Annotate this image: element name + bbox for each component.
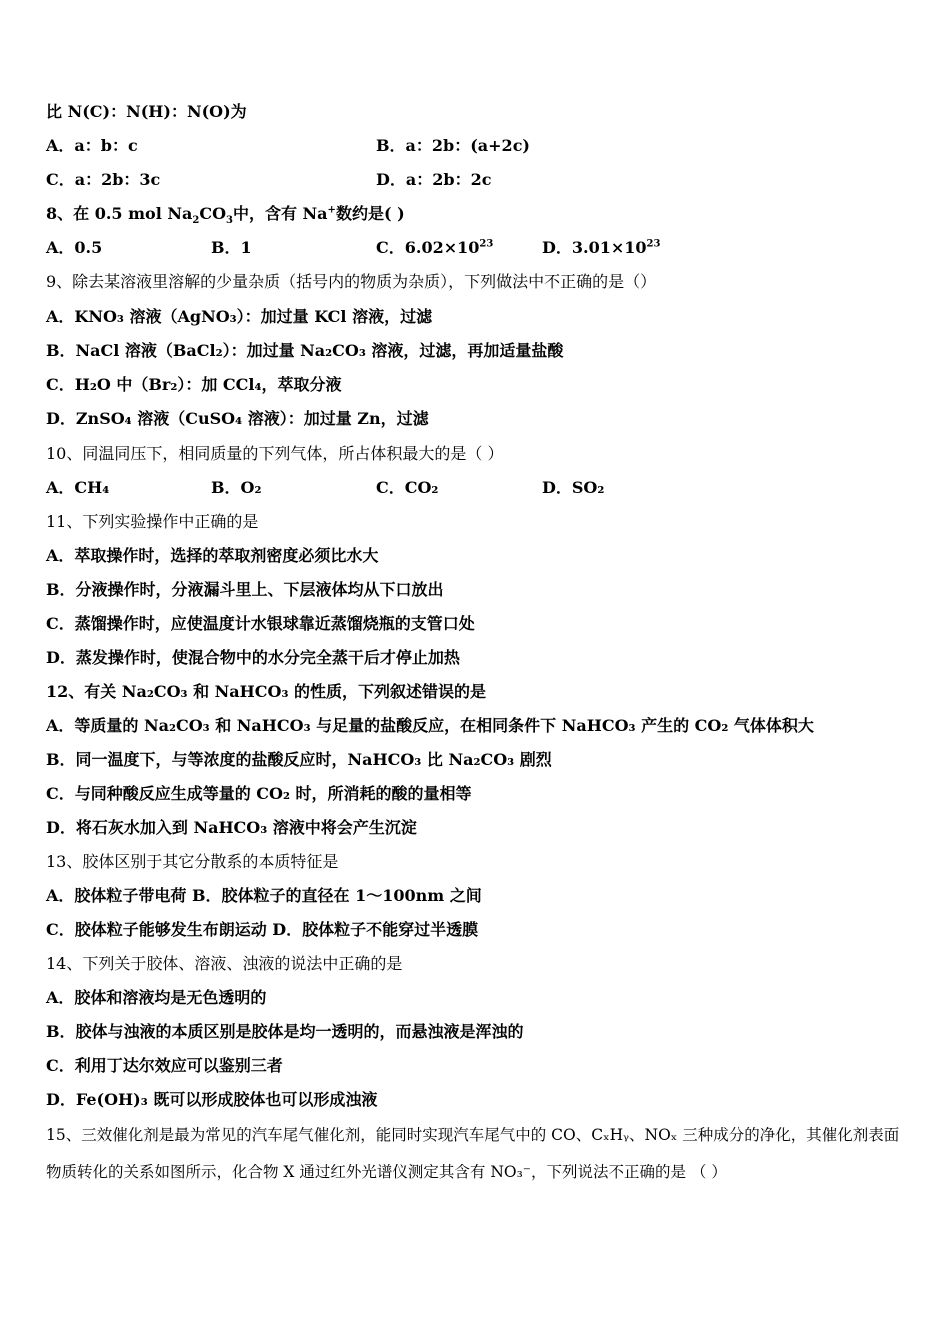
q11-option-a: A．萃取操作时，选择的萃取剂密度必须比水大 — [46, 546, 379, 565]
q12-option-d: D．将石灰水加入到 NaHCO₃ 溶液中将会产生沉淀 — [46, 818, 417, 837]
q8-stem-part: 数约是( ) — [335, 204, 405, 223]
q11-option-c: C．蒸馏操作时，应使温度计水银球靠近蒸馏烧瓶的支管口处 — [46, 614, 475, 633]
q8-option-c-exp: 23 — [479, 238, 494, 250]
q13-options-ab: A．胶体粒子带电荷 B．胶体粒子的直径在 1～100nm 之间 — [46, 886, 482, 905]
q13-stem: 13、胶体区别于其它分散系的本质特征是 — [46, 852, 339, 871]
q8-stem-sub: 2 — [192, 215, 200, 227]
q8-option-d-text: D．3.01×10 — [542, 238, 647, 257]
q7-option-b: B．a：2b：(a+2c) — [376, 136, 531, 155]
q8-stem-sup: + — [327, 204, 336, 216]
q8-stem — [46, 204, 405, 227]
q7-option-c: C．a：2b：3c — [46, 170, 161, 189]
q15-stem-line1: 15、三效催化剂是最为常见的汽车尾气催化剂，能同时实现汽车尾气中的 CO、CₓHᵧ、NOₓ 三种成分的净化，其催化剂表面 — [46, 1126, 900, 1144]
q10-option-c: C．CO₂ — [376, 478, 439, 497]
q14-option-a: A．胶体和溶液均是无色透明的 — [46, 988, 267, 1007]
q8-option-d — [542, 238, 660, 258]
q7-stem-tail: 比 N(C)：N(H)：N(O)为 — [46, 102, 247, 121]
q15-stem-line2: 物质转化的关系如图所示，化合物 X 通过红外光谱仪测定其含有 NO₃⁻，下列说法不正确的是 （ ） — [46, 1163, 727, 1181]
q12-option-b: B．同一温度下，与等浓度的盐酸反应时，NaHCO₃ 比 Na₂CO₃ 剧烈 — [46, 750, 552, 769]
q13-options-cd: C．胶体粒子能够发生布朗运动 D．胶体粒子不能穿过半透膜 — [46, 920, 479, 939]
q9-option-b: B．NaCl 溶液（BaCl₂）：加过量 Na₂CO₃ 溶液，过滤，再加适量盐酸 — [46, 341, 564, 360]
q11-option-b: B．分液操作时，分液漏斗里上、下层液体均从下口放出 — [46, 580, 444, 599]
q8-stem-part: 中，含有 Na — [232, 204, 328, 223]
q14-option-b: B．胶体与浊液的本质区别是胶体是均一透明的，而悬浊液是浑浊的 — [46, 1022, 524, 1041]
q8-option-c-text: C．6.02×10 — [376, 238, 480, 257]
q8-stem-part: CO — [199, 204, 226, 223]
q11-stem: 11、下列实验操作中正确的是 — [46, 512, 259, 531]
q10-stem: 10、同温同压下，相同质量的下列气体，所占体积最大的是（ ） — [46, 444, 504, 463]
q10-option-d: D．SO₂ — [542, 478, 605, 497]
q10-option-a: A．CH₄ — [46, 478, 110, 497]
q14-stem: 14、下列关于胶体、溶液、浊液的说法中正确的是 — [46, 954, 403, 973]
q9-option-c: C．H₂O 中（Br₂）：加 CCl₄，萃取分液 — [46, 375, 342, 394]
q8-option-a: A．0.5 — [46, 238, 103, 257]
q12-stem: 12、有关 Na₂CO₃ 和 NaHCO₃ 的性质，下列叙述错误的是 — [46, 682, 487, 701]
q8-option-b: B．1 — [211, 238, 252, 257]
q14-option-d: D．Fe(OH)₃ 既可以形成胶体也可以形成浊液 — [46, 1090, 378, 1109]
q14-option-c: C．利用丁达尔效应可以鉴别三者 — [46, 1056, 283, 1075]
q8-option-c — [376, 238, 493, 258]
q8-stem-part: 8、在 0.5 mol Na — [46, 204, 193, 223]
q8-option-d-exp: 23 — [646, 238, 661, 250]
q7-option-a: A．a：b：c — [46, 136, 138, 155]
q9-stem: 9、除去某溶液里溶解的少量杂质（括号内的物质为杂质），下列做法中不正确的是（） — [46, 272, 657, 291]
q12-option-a: A．等质量的 Na₂CO₃ 和 NaHCO₃ 与足量的盐酸反应，在相同条件下 NaHCO₃ 产生的 CO₂ 气体体积大 — [46, 716, 814, 735]
q9-option-a: A．KNO₃ 溶液（AgNO₃）：加过量 KCl 溶液，过滤 — [46, 307, 433, 326]
q8-stem-sub: 3 — [226, 215, 233, 227]
q9-option-d: D．ZnSO₄ 溶液（CuSO₄ 溶液）：加过量 Zn，过滤 — [46, 409, 429, 428]
q7-option-d: D．a：2b：2c — [376, 170, 492, 189]
q12-option-c: C．与同种酸反应生成等量的 CO₂ 时，所消耗的酸的量相等 — [46, 784, 472, 803]
q10-option-b: B．O₂ — [211, 478, 262, 497]
q11-option-d: D．蒸发操作时，使混合物中的水分完全蒸干后才停止加热 — [46, 648, 460, 667]
